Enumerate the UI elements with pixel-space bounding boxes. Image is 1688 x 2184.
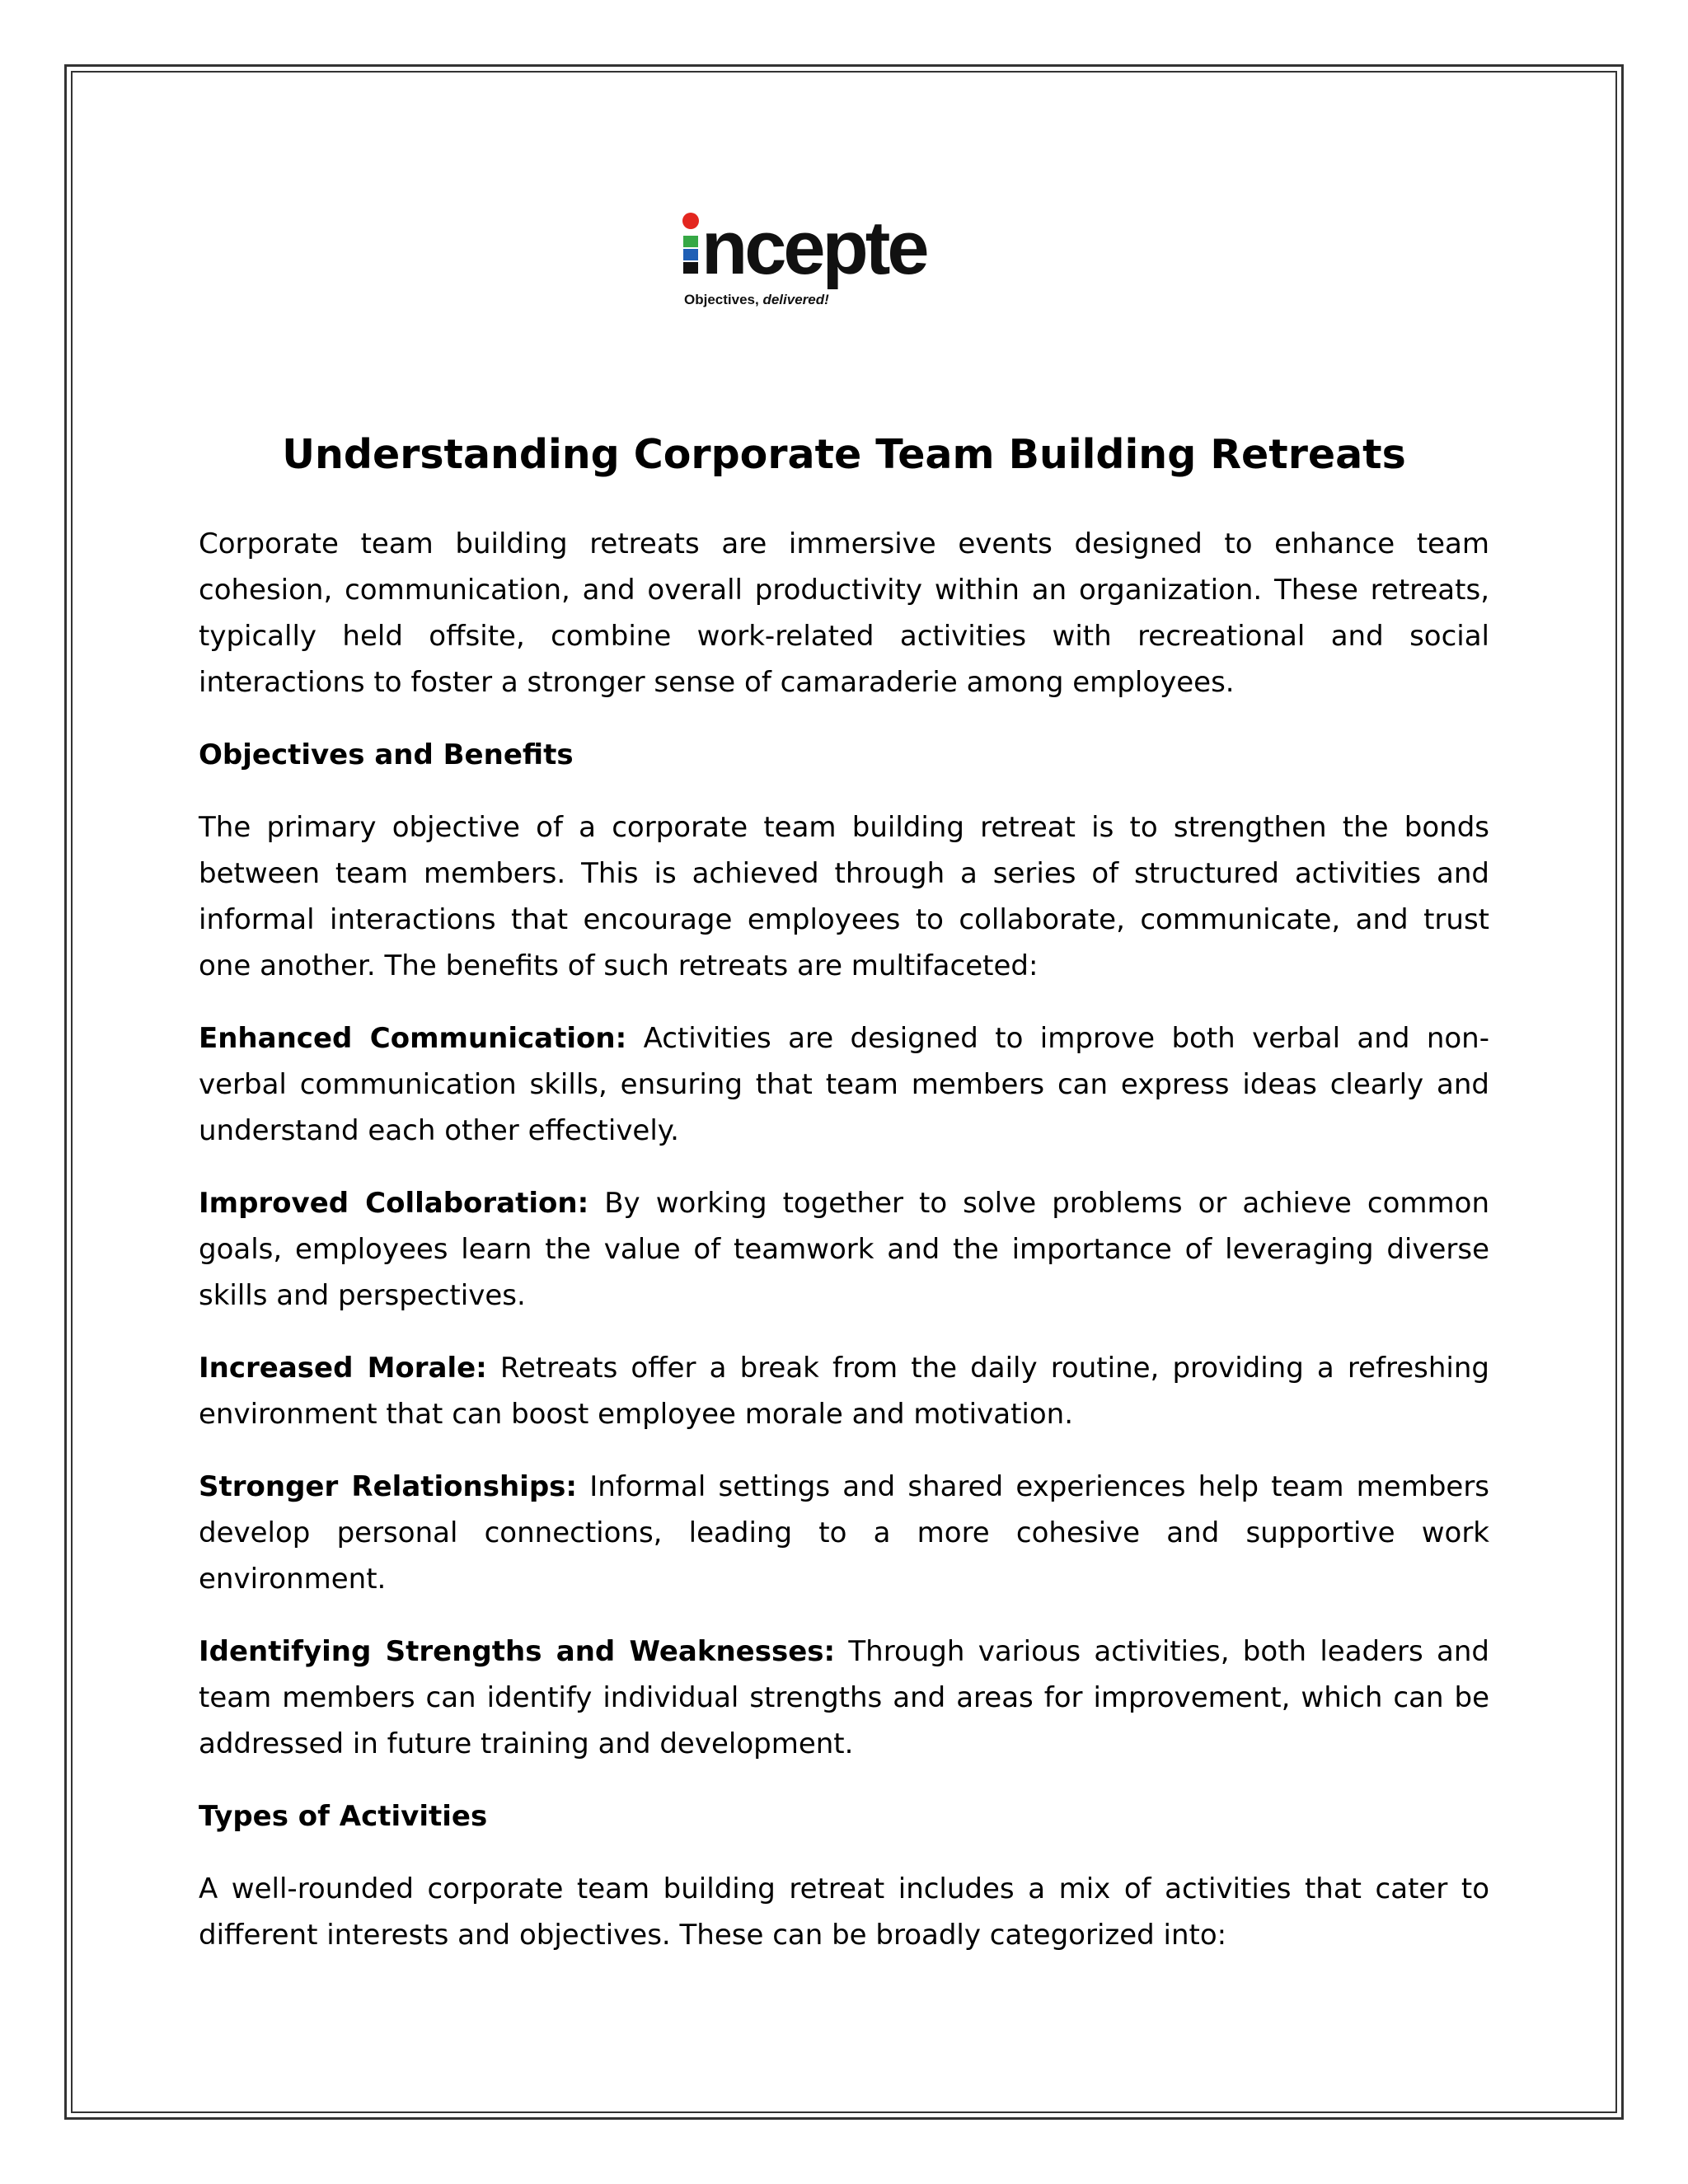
section-heading-activities: Types of Activities [199,1800,488,1833]
benefit-term: Stronger Relationships: [199,1470,578,1503]
incepte-logo [681,208,1010,315]
document-title: Understanding Corporate Team Building Retreats [282,431,1406,478]
activities-paragraph: A well-rounded corporate team building retreat includes a mix of activities that cater to different interests and objectives. These can be broadly categorized into: [199,1872,1489,1952]
benefit-text: Activities are designed to improve both verbal and non-verbal communication skills, ensuring that team members can express ideas clearly and understand each other effectively. [199,1022,1489,1147]
benefit-term: Identifying Strengths and Weaknesses: [199,1635,836,1668]
benefit-text: Informal settings and shared experiences help team members develop personal connections, leading to a more cohesive and supportive work environment. [199,1470,1490,1596]
benefit-term: Improved Collaboration: [199,1187,589,1220]
benefit-item [199,1345,1489,1437]
svg-text:Objectives, delivered!: Objectives, delivered! [684,292,829,307]
benefit-term: Increased Morale: [199,1352,487,1385]
benefit-item [199,1464,1489,1602]
document-body [199,422,1489,1985]
benefit-item [199,1015,1489,1154]
benefit-text: Through various activities, both leaders and team members can identify individual strengths and areas for improvement, which can be addressed in future training and development. [199,1635,1490,1760]
benefit-text: Retreats offer a break from the daily routine, providing a refreshing environment that can boost employee morale and motivation. [199,1352,1489,1431]
benefit-item [199,1180,1489,1319]
svg-text:ncepte: ncepte [701,208,926,290]
benefit-text: By working together to solve problems or achieve common goals, employees learn the value of teamwork and the importance of leveraging diverse skills and perspectives. [199,1187,1490,1312]
benefit-item [199,1629,1489,1767]
benefit-term: Enhanced Communication: [199,1022,627,1055]
objectives-paragraph: The primary objective of a corporate team building retreat is to strengthen the bonds between team members. This is achieved through a series of structured activities and informal interactions that encourage employees to collaborate, communicate, and trust one another. The benefits of such retreats are multifaceted: [199,811,1489,982]
section-heading-objectives: Objectives and Benefits [199,738,574,771]
intro-paragraph: Corporate team building retreats are immersive events designed to enhance team cohesion, communication, and overall productivity within an organization. These retreats, typically held offsite, combine work-related activities with recreational and social interactions to foster a stronger sense of camaraderie among employees. [199,527,1489,699]
